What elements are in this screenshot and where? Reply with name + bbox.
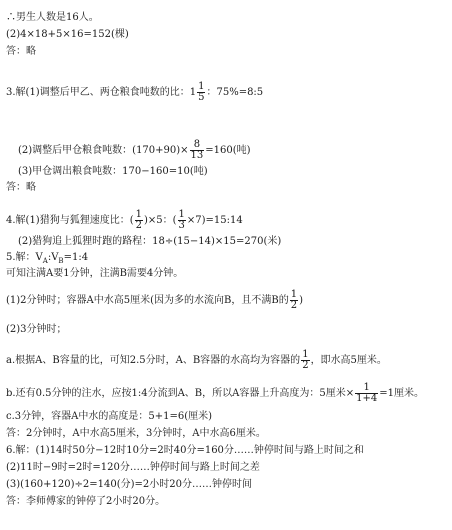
q5-a-den: 2: [302, 360, 309, 371]
q5-a-text: a.根据A、B容量的比，可知2.5分时，A、B容器的水高均为容器的: [6, 355, 301, 366]
q5-part1-text: (1)2分钟时；容器A中水高5厘米(因为多的水流向B，且不满B的: [6, 295, 289, 306]
q5-b-num: 1: [355, 383, 378, 394]
line-trees-calc: (2)4×18+5×16=152(棵): [6, 29, 129, 40]
line-q6-part2: (2)11时−9时=2时=120分……钟停时间与路上时间之差: [6, 462, 260, 473]
q5-text-c: =1:4: [63, 252, 89, 263]
line-male-count: ∴男生人数是16人。: [6, 12, 99, 23]
q5-part1-num: 1: [290, 289, 298, 300]
q3-ratio-text: 3.解(1)调整后甲乙、两仓粮食吨数的比：: [6, 87, 190, 98]
q5-text-a: 5.解：V: [6, 252, 43, 263]
line-q4-speed-ratio: [6, 210, 243, 231]
q3-ratio-result: ：75%=8:5: [206, 87, 264, 98]
q5-b-result: =1厘米。: [379, 388, 424, 399]
q5-part1-fraction: [290, 290, 298, 311]
q4-text-a: 4.解(1)猎狗与狐狸速度比：(: [6, 215, 134, 226]
q5-sub-a: A: [42, 257, 48, 265]
q4-fraction-2-num: 1: [178, 209, 185, 220]
q5-part1-close: ): [299, 295, 303, 306]
line-q6-part1: 6.解：(1)14时50分−12时10分=2时40分=160分……钟停时间与路上时间之和: [6, 445, 364, 456]
q3-whole-number: 1: [189, 87, 197, 98]
q4-fraction-2-den: 3: [178, 220, 185, 231]
q3-fraction-num: 1: [198, 81, 205, 92]
q4-fraction-2: [178, 210, 186, 231]
q3-part2-fraction: [190, 140, 205, 161]
line-answer-3: 答：略: [6, 182, 36, 193]
q4-text-b: )×5：(: [143, 215, 177, 226]
q3-fraction: [197, 82, 205, 103]
line-answer-5: 答：2分钟时，A中水高5厘米，3分钟时，A中水高6厘米。: [6, 428, 266, 439]
q5-b-den: 1+4: [356, 393, 378, 404]
q5-b-fraction: [355, 383, 378, 404]
q3-part2-text: (2)调整后甲仓粮食吨数：(170+90)×: [18, 145, 189, 156]
line-q5-b: [6, 383, 424, 404]
q3-part2-result: =160(吨): [205, 145, 251, 156]
line-q5-fill-time: 可知注满A要1分钟，注满B需要4分钟。: [6, 268, 184, 279]
line-q3-ratio: [6, 82, 263, 103]
line-q5-a: [6, 350, 387, 371]
line-q6-part3: (3)(160+120)÷2=140(分)=2小时20分……钟停时间: [6, 479, 252, 490]
q4-fraction-1-num: 1: [135, 209, 142, 220]
q5-b-text: b.还有0.5分钟的注水，应按1:4分流到A、B，所以A容器上升高度为：5厘米×: [6, 388, 355, 399]
line-q4-distance: (2)猎狗追上狐狸时跑的路程：18÷(15−14)×15=270(米): [18, 236, 282, 247]
q4-fraction-1: [135, 210, 143, 231]
q4-text-c: ×7)=15:14: [186, 215, 243, 226]
q5-text-b: :V: [47, 252, 59, 263]
line-answer-1: 答：略: [6, 46, 36, 57]
q5-sub-b: B: [58, 257, 64, 265]
line-q5-ratio: [6, 251, 88, 268]
line-q3-part3: (3)甲仓调出粮食吨数：170−160=10(吨): [18, 166, 208, 177]
q5-a-fraction: [301, 350, 309, 371]
q5-a-result: ，即水高5厘米。: [310, 355, 387, 366]
q3-part2-den: 13: [190, 150, 204, 161]
q5-a-num: 1: [302, 349, 309, 360]
line-q5-part2: (2)3分钟时；: [6, 324, 67, 335]
q3-fraction-den: 5: [198, 92, 205, 103]
q5-part1-den: 2: [290, 300, 298, 311]
line-q5-c: c.3分钟，容器A中水的高度是：5+1=6(厘米): [6, 411, 213, 422]
line-answer-6: 答：李师傅家的钟停了2小时20分。: [6, 496, 166, 507]
line-q5-part1: [6, 290, 303, 311]
q4-fraction-1-den: 2: [135, 220, 142, 231]
line-q3-part2: [18, 140, 251, 161]
q3-part2-num: 8: [190, 140, 205, 151]
